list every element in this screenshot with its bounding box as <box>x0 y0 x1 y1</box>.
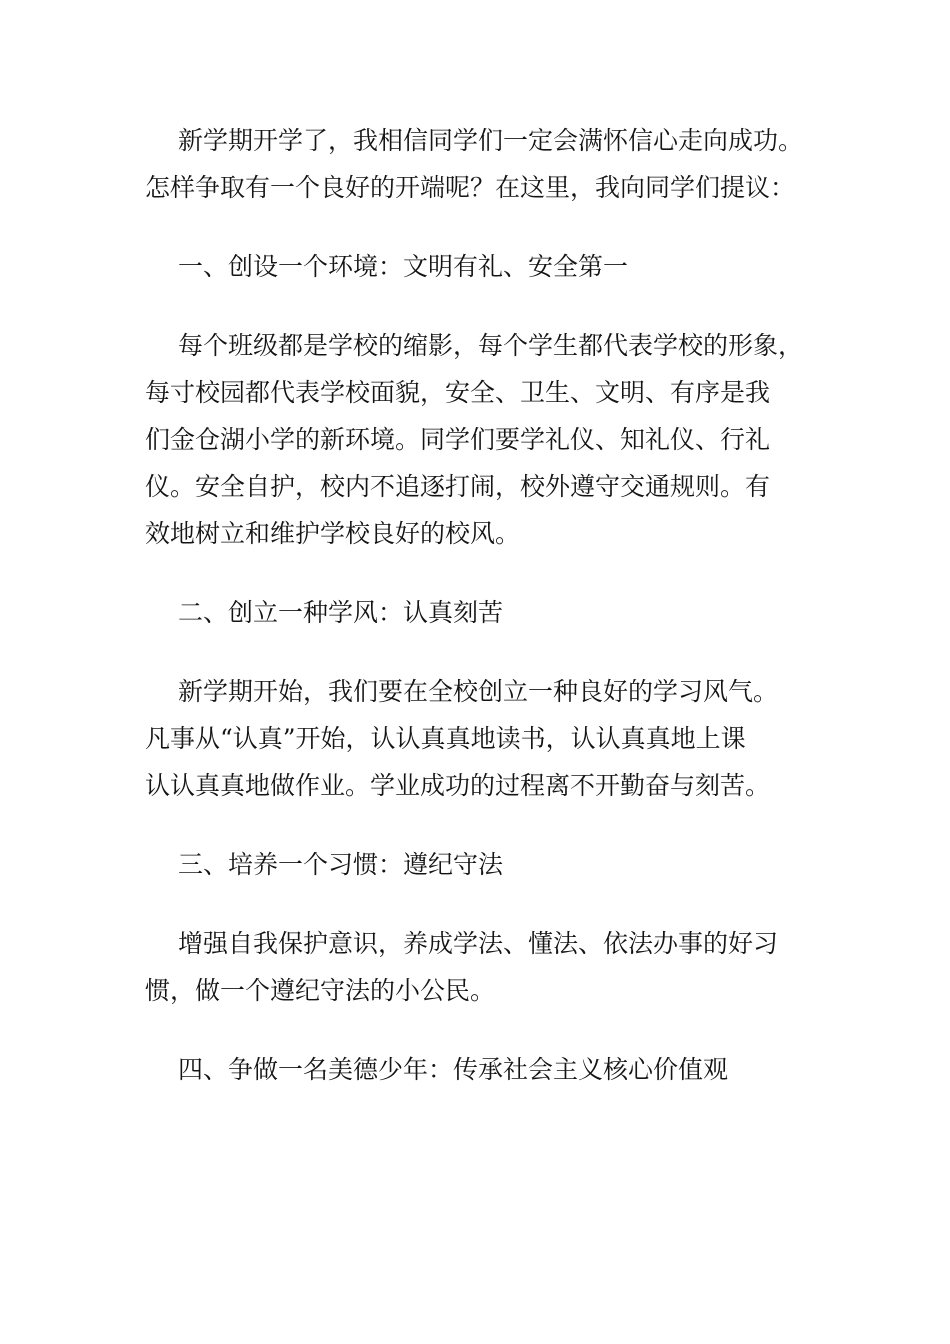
paragraph-line: 新学期开学了，我相信同学们一定会满怀信心走向成功。 <box>178 126 804 155</box>
section-paragraph <box>145 668 825 809</box>
section-heading: 三、培养一个习惯：遵纪守法 <box>178 850 504 879</box>
section-heading: 一、创设一个环境：文明有礼、安全第一 <box>178 252 629 281</box>
paragraph-line: 们金仓湖小学的新环境。同学们要学礼仪、知礼仪、行礼 <box>145 425 771 454</box>
section-heading: 二、创立一种学风：认真刻苦 <box>178 598 504 627</box>
paragraph-line: 凡事从“认真”开始，认认真真地读书，认认真真地上课 <box>145 724 746 753</box>
paragraph-line: 仪。安全自护，校内不追逐打闹，校外遵守交通规则。有 <box>145 472 771 501</box>
intro-paragraph <box>145 117 825 211</box>
paragraph-line: 怎样争取有一个良好的开端呢？在这里，我向同学们提议： <box>145 173 796 202</box>
section-paragraph <box>145 322 825 557</box>
section-paragraph <box>145 920 825 1014</box>
section-heading: 四、争做一名美德少年：传承社会主义核心价值观 <box>178 1055 729 1084</box>
paragraph-line: 每个班级都是学校的缩影，每个学生都代表学校的形象， <box>178 331 804 360</box>
paragraph-line: 增强自我保护意识，养成学法、懂法、依法办事的好习 <box>178 929 779 958</box>
paragraph-line: 每寸校园都代表学校面貌，安全、卫生、文明、有序是我 <box>145 378 771 407</box>
document-body <box>145 117 825 1093</box>
paragraph-line: 惯，做一个遵纪守法的小公民。 <box>145 976 496 1005</box>
paragraph-line: 认认真真地做作业。学业成功的过程离不开勤奋与刻苦。 <box>145 771 771 800</box>
paragraph-line: 效地树立和维护学校良好的校风。 <box>145 519 521 548</box>
paragraph-line: 新学期开始，我们要在全校创立一种良好的学习风气。 <box>178 677 779 706</box>
